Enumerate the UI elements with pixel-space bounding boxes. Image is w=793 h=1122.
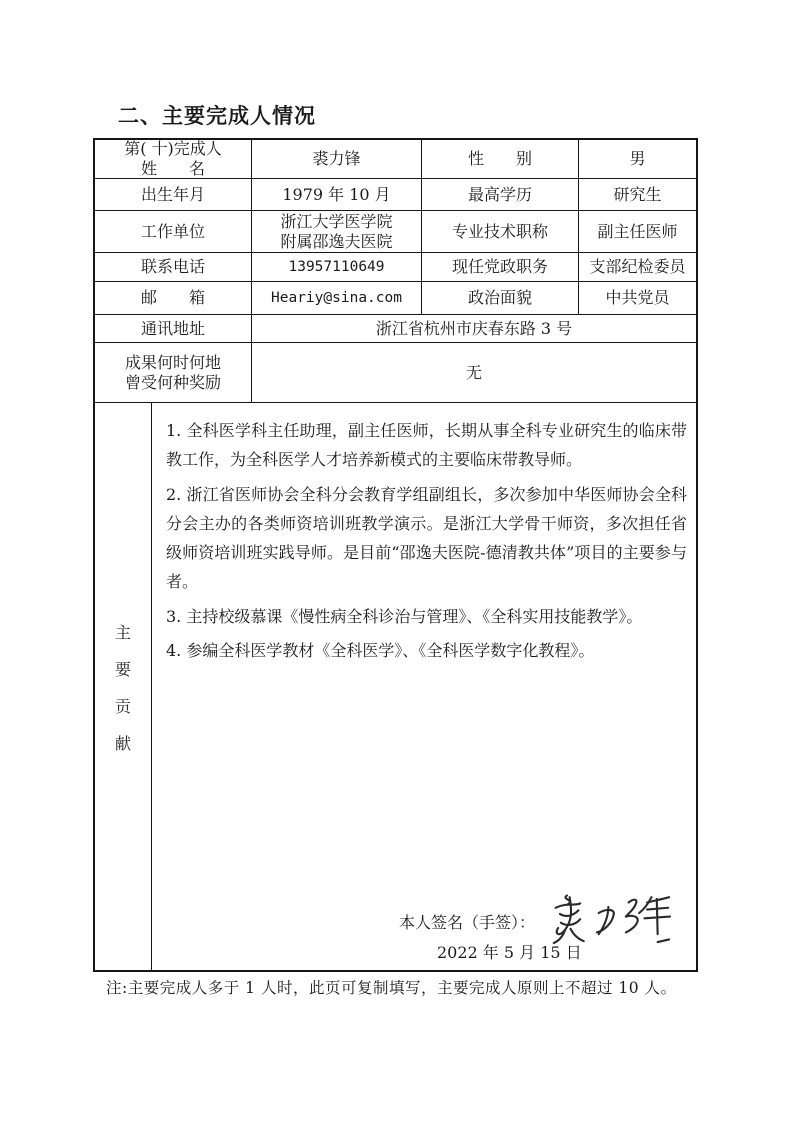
- contributions-label-cell: [95, 403, 152, 970]
- table-row-address: [95, 315, 696, 343]
- gender-value-cell: [579, 140, 696, 178]
- awards-value: 无: [465, 362, 482, 382]
- contribution-paragraph-3: 3. 主持校级慕课《慢性病全科诊治与管理》、《全科实用技能教学》。: [166, 606, 643, 626]
- address-label-cell: [95, 315, 252, 342]
- email-value: Heariy@sina.com: [271, 289, 402, 306]
- workunit-label: 工作单位: [140, 221, 205, 241]
- table-row-awards: [95, 343, 696, 403]
- address-value-cell: [252, 315, 696, 342]
- name-value: 裘力锋: [312, 149, 361, 168]
- contributions-content-cell: [152, 403, 696, 970]
- completer-info-table: [93, 138, 698, 972]
- phone-label-cell: [95, 253, 252, 281]
- degree-value-cell: [579, 179, 696, 210]
- birth-label: 出生年月: [140, 184, 205, 204]
- phone-value: 13957110649: [288, 258, 385, 275]
- political-label-cell: [422, 282, 579, 314]
- workunit-value-line2: 附属邵逸夫医院: [280, 231, 393, 251]
- protitle-value: 副主任医师: [597, 221, 678, 241]
- name-value-cell: [252, 140, 422, 178]
- name-label-line1: 第( 十)完成人: [124, 140, 222, 158]
- gender-label: 性 别: [467, 149, 532, 168]
- address-label: 通讯地址: [140, 318, 205, 338]
- position-value: 支部纪检委员: [589, 257, 686, 276]
- gender-value: 男: [629, 149, 646, 168]
- name-label-line2: 姓 名: [140, 159, 205, 178]
- contributions-label-char: 贡: [114, 696, 131, 716]
- table-row-email-political: [95, 282, 696, 315]
- signature-line: [166, 902, 687, 940]
- table-row-contributions: [95, 403, 696, 970]
- contribution-paragraph-1: 1. 全科医学科主任助理，副主任医师，长期从事全科专业研究生的临床带教工作，为全科医学人才培养新模式的主要临床带教导师。: [166, 421, 687, 470]
- position-value-cell: [579, 253, 696, 281]
- gender-label-cell: [422, 140, 579, 178]
- phone-value-cell: [252, 253, 422, 281]
- degree-label-cell: [422, 179, 579, 210]
- protitle-value-cell: [579, 211, 696, 252]
- table-row-workunit-title: [95, 211, 696, 253]
- contributions-label-char: 要: [114, 659, 131, 679]
- awards-value-cell: [252, 343, 696, 402]
- birth-value: 1979 年 10 月: [282, 184, 391, 204]
- protitle-label: 专业技术职称: [451, 221, 548, 241]
- workunit-label-cell: [95, 211, 252, 252]
- signature-date: 2022 年 5 月 15 日: [437, 943, 582, 962]
- footnote: 注:主要完成人多于 1 人时，此页可复制填写，主要完成人原则上不超过 10 人。: [106, 979, 677, 997]
- name-label-cell: [95, 140, 252, 178]
- contribution-paragraph-4: 4. 参编全科医学教材《全科医学》、《全科医学数字化教程》。: [166, 640, 595, 660]
- protitle-label-cell: [422, 211, 579, 252]
- contributions-label-char: 献: [114, 733, 131, 753]
- awards-label-cell: [95, 343, 252, 402]
- address-value: 浙江省杭州市庆春东路 3 号: [375, 318, 573, 338]
- birth-label-cell: [95, 179, 252, 210]
- signature-block: [166, 902, 687, 966]
- political-value: 中共党员: [605, 288, 670, 307]
- table-row-birth-degree: [95, 179, 696, 211]
- signature-label: 本人签名（手签）：: [398, 912, 535, 932]
- political-label: 政治面貌: [467, 288, 532, 307]
- table-row-name-gender: [95, 140, 696, 179]
- contributions-label-char: 主: [114, 622, 131, 642]
- email-value-cell: [252, 282, 422, 314]
- political-value-cell: [579, 282, 696, 314]
- email-label-cell: [95, 282, 252, 314]
- page-title: 二、主要完成人情况: [118, 103, 316, 128]
- position-label: 现任党政职务: [451, 257, 548, 276]
- awards-label-line1: 成果何时何地: [124, 352, 221, 372]
- awards-label-line2: 曾受何种奖励: [124, 372, 221, 392]
- workunit-value-cell: [252, 211, 422, 252]
- phone-label: 联系电话: [140, 257, 205, 276]
- workunit-value-line1: 浙江大学医学院: [280, 211, 393, 231]
- position-label-cell: [422, 253, 579, 281]
- email-label: 邮 箱: [140, 288, 205, 307]
- degree-value: 研究生: [613, 184, 662, 204]
- degree-label: 最高学历: [467, 184, 532, 204]
- table-row-phone-position: [95, 253, 696, 282]
- contribution-paragraph-2: 2. 浙江省医师协会全科分会教育学组副组长，多次参加中华医师协会全科分会主办的各类师资培训班教学演示。是浙江大学骨干师资，多次担任省级师资培训班实践导师。是目前“邵逸夫医院-德清教共体”项目的主要参与者。: [166, 484, 687, 592]
- birth-value-cell: [252, 179, 422, 210]
